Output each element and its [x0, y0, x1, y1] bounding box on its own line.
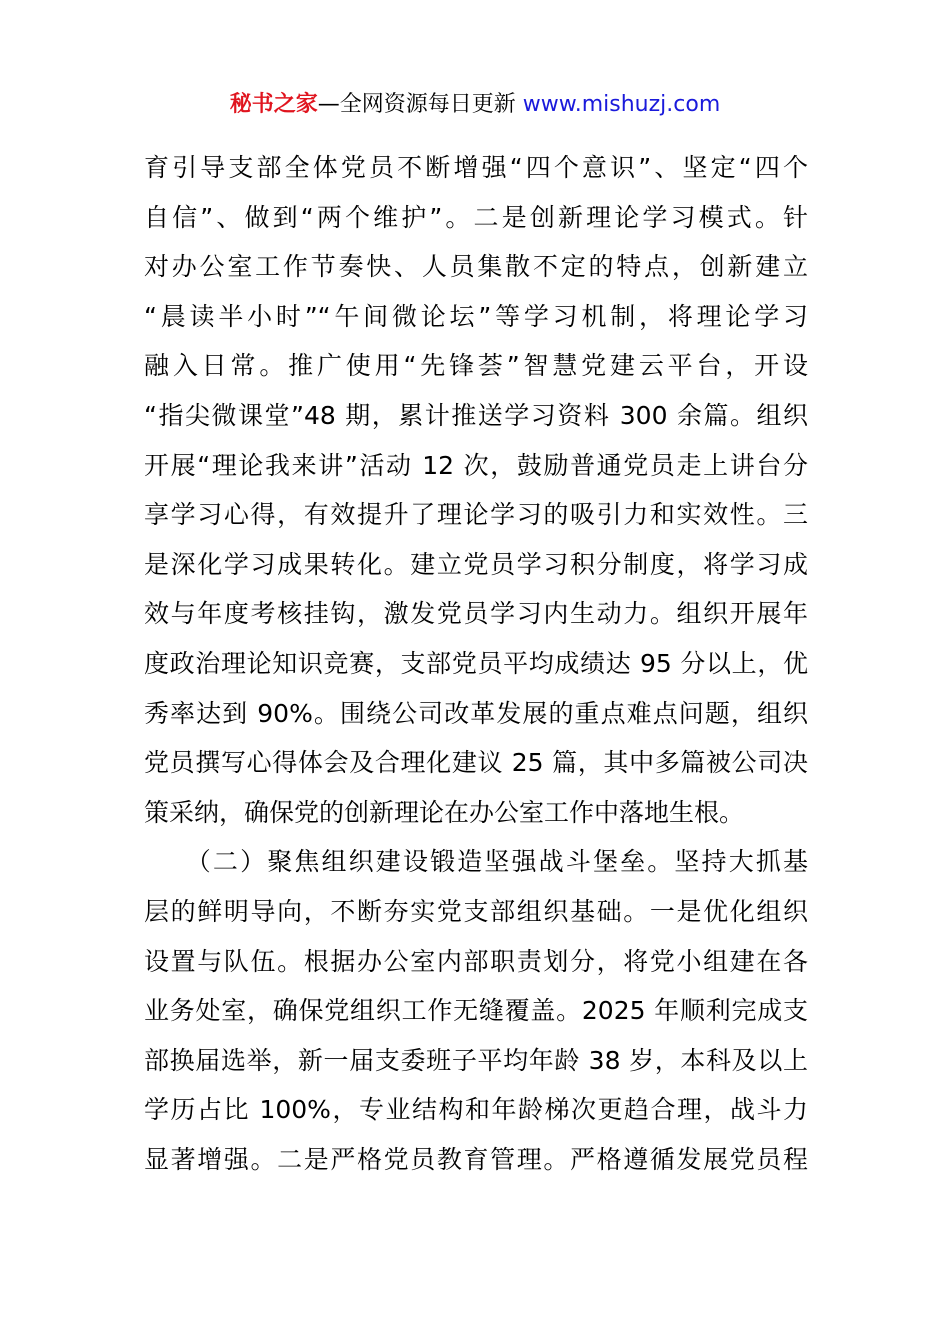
text-line: 开展“理论我来讲”活动 12 次，鼓励普通党员走上讲台分 [144, 450, 808, 480]
text-line: 效与年度考核挂钩，激发党员学习内生动力。组织开展年 [144, 599, 808, 629]
text-line: “指尖微课堂”48 期，累计推送学习资料 300 余篇。组织 [144, 400, 808, 430]
header-slogan: —全网资源每日更新 [317, 92, 523, 117]
text-line: 设置与队伍。根据办公室内部职责划分，将党小组建在各 [144, 946, 808, 976]
text-line: 育引导支部全体党员不断增强“四个意识”、坚定“四个 [144, 153, 808, 182]
document-header [0, 88, 950, 122]
text-line: 党员撰写心得体会及合理化建议 25 篇，其中多篇被公司决 [144, 748, 808, 778]
text-line: 层的鲜明导向，不断夯实党支部组织基础。一是优化组织 [144, 896, 808, 926]
brand-name: 秘书之家 [229, 92, 318, 117]
paragraph-last-line: 策采纳，确保党的创新理论在办公室工作中落地生根。 [144, 797, 745, 827]
text-line: 度政治理论知识竞赛，支部党员平均成绩达 95 分以上，优 [144, 648, 808, 678]
text-line: “晨读半小时”“午间微论坛”等学习机制，将理论学习 [144, 301, 808, 331]
site-url-link[interactable]: www.mishuzj.com [522, 92, 721, 117]
section-heading-line: （二）聚焦组织建设锻造坚强战斗堡垒。坚持大抓基 [144, 847, 808, 877]
text-line: 学历占比 100%，专业结构和年龄梯次更趋合理，战斗力 [144, 1095, 808, 1125]
text-line: 自信”、做到“两个维护”。二是创新理论学习模式。针 [144, 202, 808, 232]
text-line: 秀率达到 90%。围绕公司改革发展的重点难点问题，组织 [144, 698, 808, 728]
text-line: 融入日常。推广使用“先锋荟”智慧党建云平台，开设 [144, 351, 808, 381]
text-line: 部换届选举，新一届支委班子平均年龄 38 岁，本科及以上 [144, 1045, 808, 1075]
text-line: 业务处室，确保党组织工作无缝覆盖。2025 年顺利完成支 [144, 996, 808, 1026]
document-body [144, 143, 808, 1184]
text-line: 是深化学习成果转化。建立党员学习积分制度，将学习成 [144, 549, 808, 579]
text-line: 享学习心得，有效提升了理论学习的吸引力和实效性。三 [144, 500, 808, 530]
text-line: 显著增强。二是严格党员教育管理。严格遵循发展党员程 [144, 1144, 808, 1174]
text-line: 对办公室工作节奏快、人员集散不定的特点，创新建立 [144, 252, 808, 282]
